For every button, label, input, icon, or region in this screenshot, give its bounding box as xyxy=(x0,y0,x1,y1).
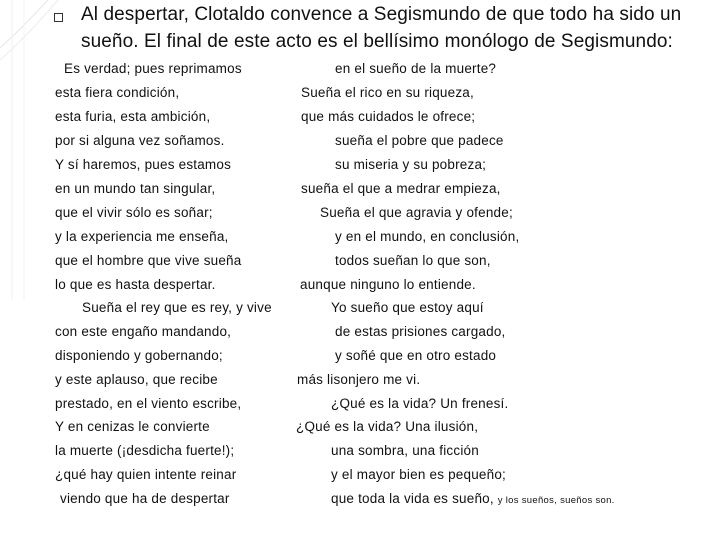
verse-left: lo que es hasta despertar. xyxy=(55,277,216,292)
verse-right: aunque ninguno lo entiende. xyxy=(300,277,476,292)
verse-right: sueña el pobre que padece xyxy=(335,133,504,148)
verse-left: que el hombre que vive sueña xyxy=(55,253,242,268)
verse-left: prestado, en el viento escribe, xyxy=(55,396,242,411)
verse-left: y este aplauso, que recibe xyxy=(55,372,218,387)
verse-right: Sueña el rico en su riqueza, xyxy=(301,85,474,100)
verse-left: Es verdad; pues reprimamos xyxy=(64,61,242,76)
verse-right: en el sueño de la muerte? xyxy=(335,61,497,76)
verse-right: que más cuidados le ofrece; xyxy=(301,109,476,124)
verse-right: y el mayor bien es pequeño; xyxy=(331,467,507,482)
verse-right-text: que toda la vida es sueño, xyxy=(331,491,494,506)
verse-right: sueña el que a medrar empieza, xyxy=(301,181,501,196)
verse-right: Yo sueño que estoy aquí xyxy=(331,300,484,315)
verse-left: con este engaño mandando, xyxy=(55,324,232,339)
verse-right: todos sueñan lo que son, xyxy=(335,253,491,268)
verse-left: Sueña el rey que es rey, y vive xyxy=(82,300,272,315)
verse-right: su miseria y su pobreza; xyxy=(335,157,487,172)
verse-right: ¿Qué es la vida? Una ilusión, xyxy=(296,419,479,434)
verse-left: Y en cenizas le convierte xyxy=(55,419,210,434)
intro-line-2: sueño. El final de este acto es el bellísimo monólogo de Segismundo: xyxy=(81,31,673,52)
verse-right-last xyxy=(331,491,615,506)
intro-line-1: Al despertar, Clotaldo convence a Segismundo de que todo ha sido un xyxy=(81,4,682,25)
verse-left: que el vivir sólo es soñar; xyxy=(55,205,213,220)
verse-left: Y sí haremos, pues estamos xyxy=(55,157,232,172)
verse-left: en un mundo tan singular, xyxy=(55,181,216,196)
verse-right: Sueña el que agravia y ofende; xyxy=(320,205,513,220)
verse-right: más lisonjero me vi. xyxy=(297,372,421,387)
verse-left: ¿qué hay quien intente reinar xyxy=(55,467,237,482)
verse-left: viendo que ha de despertar xyxy=(60,491,230,506)
final-verse-small: y los sueños, sueños son. xyxy=(497,495,615,506)
verse-left: esta fiera condición, xyxy=(55,85,180,100)
verse-right: ¿Qué es la vida? Un frenesí. xyxy=(331,396,509,411)
verse-left: esta furia, esta ambición, xyxy=(55,109,211,124)
verse-right: de estas prisiones cargado, xyxy=(335,324,506,339)
verse-left: por si alguna vez soñamos. xyxy=(55,133,225,148)
verse-left: disponiendo y gobernando; xyxy=(55,348,223,363)
verse-left: y la experiencia me enseña, xyxy=(55,229,229,244)
verse-right: y en el mundo, en conclusión, xyxy=(335,229,520,244)
verse-right: una sombra, una ficción xyxy=(331,443,479,458)
verse-right: y soñé que en otro estado xyxy=(335,348,497,363)
verse-left: la muerte (¡desdicha fuerte!); xyxy=(55,443,235,458)
